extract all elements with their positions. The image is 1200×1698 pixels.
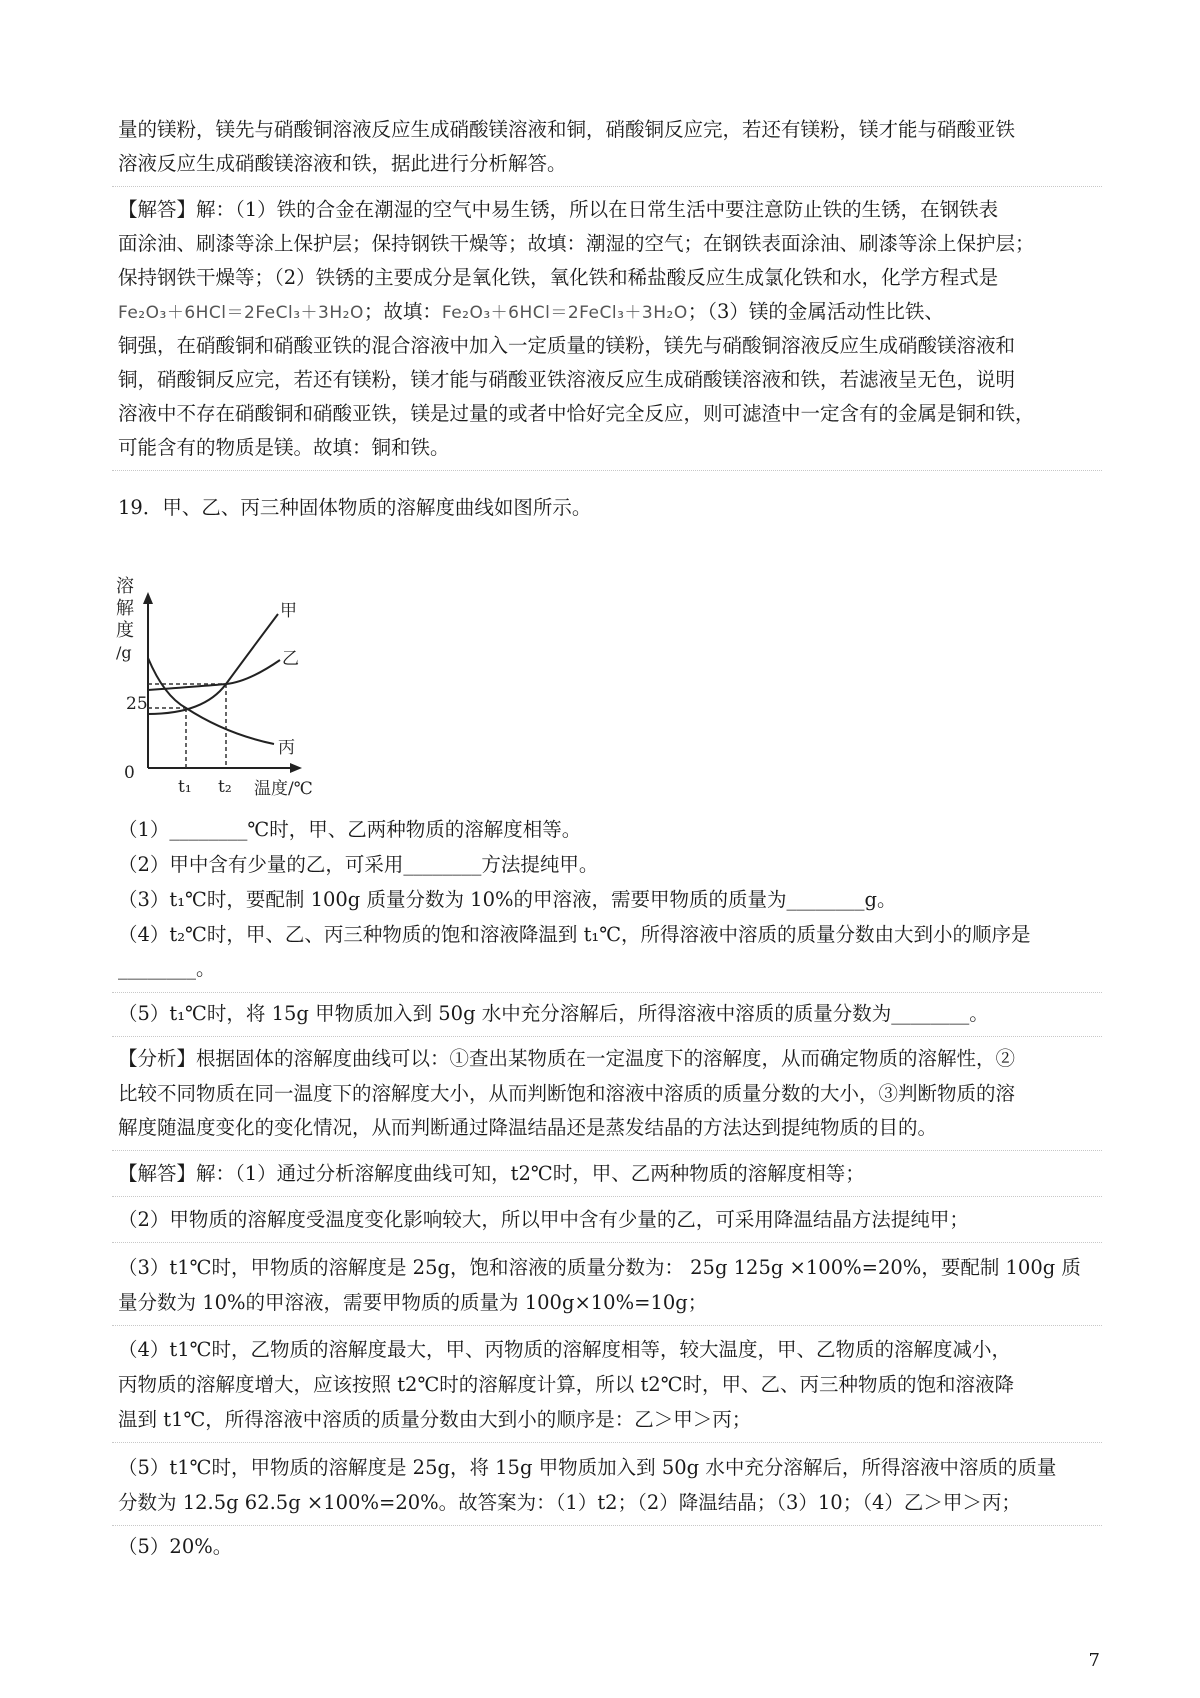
chart-ylabel-2: 解 [116,598,134,619]
text-line: （2）甲中含有少量的乙，可采用________方法提纯甲。 [118,853,599,876]
page-number: 7 [1088,1650,1100,1671]
curve-jia [148,614,278,714]
text-line: （5）t1℃时，甲物质的溶解度是 25g，将 15g 甲物质加入到 50g 水中充分溶解后，所得溶液中溶质的质量 [118,1456,1057,1479]
formula-separator: ；故填： [363,300,442,323]
formula-line [118,298,1103,327]
text-line: 【分析】根据固体的溶解度曲线可以：①查出某物质在一定温度下的溶解度，从而确定物质的溶解性，② [118,1047,1016,1070]
text-line: 保持钢铁干燥等；（2）铁锈的主要成分是氧化铁，氧化铁和稀盐酸反应生成氯化铁和水，化学方程式是 [118,266,999,289]
text-line: 【解答】解：（1）铁的合金在潮湿的空气中易生锈，所以在日常生活中要注意防止铁的生锈，在钢铁表 [118,198,999,221]
divider [112,1442,1102,1443]
chemical-equation: Fe₂O₃＋6HCl＝2FeCl₃＋3H₂O [441,303,688,323]
divider [112,186,1102,187]
text-line: （3）t₁℃时，要配制 100g 质量分数为 10%的甲溶液，需要甲物质的质量为________g。 [118,888,897,911]
text-line: 溶液中不存在硝酸铜和硝酸亚铁，镁是过量的或者中恰好完全反应，则可滤渣中一定含有的金属是铜和铁， [118,402,1035,425]
text-line: （5）20%。 [118,1535,233,1558]
text-line: 温到 t1℃，所得溶液中溶质的质量分数由大到小的顺序是：乙＞甲＞丙； [118,1408,752,1431]
divider [112,1242,1102,1243]
divider [112,1525,1102,1526]
chart-ylabel-3: 度 [116,620,134,641]
divider [112,1196,1102,1197]
text-line: 丙物质的溶解度增大，应该按照 t2℃时的溶解度计算，所以 t2℃时，甲、乙、丙三种物质的饱和溶液降 [118,1373,1015,1396]
divider [112,1036,1102,1037]
chart-xlabel: 温度/℃ [254,779,313,799]
text-line: 量分数为 10%的甲溶液，需要甲物质的质量为 100g×10%=10g； [118,1291,708,1314]
curve-bing [148,658,274,744]
chemical-equation: Fe₂O₃＋6HCl＝2FeCl₃＋3H₂O [118,303,364,323]
question-title: 19．甲、乙、丙三种固体物质的溶解度曲线如图所示。 [118,496,592,519]
formula-separator: ；（3）镁的金属活动性比铁、 [687,300,944,323]
text-line: 【解答】解：（1）通过分析溶解度曲线可知，t2℃时，甲、乙两种物质的溶解度相等； [118,1162,865,1185]
text-line: 面涂油、刷漆等涂上保护层；保持钢铁干燥等；故填：潮湿的空气；在钢铁表面涂油、刷漆等涂上保护层； [118,232,1035,255]
text-line: 比较不同物质在同一温度下的溶解度大小，从而判断饱和溶液中溶质的质量分数的大小，③判断物质的溶 [118,1082,1016,1105]
xtick-t2: t₂ [218,777,232,797]
text-line: （3）t1℃时，甲物质的溶解度是 25g，饱和溶液的质量分数为： 25g 125g ×100%=20%，要配制 100g 质 [118,1256,1081,1279]
divider [112,1150,1102,1151]
text-line: 铜，硝酸铜反应完，若还有镁粉，镁才能与硝酸亚铁溶液反应生成硝酸镁溶液和铁，若滤液呈无色，说明 [118,368,1016,391]
text-line: （2）甲物质的溶解度受温度变化影响较大，所以甲中含有少量的乙，可采用降温结晶方法提纯甲； [118,1208,969,1231]
x-axis-arrow [290,763,302,773]
origin-label: 0 [124,763,135,783]
text-line: 可能含有的物质是镁。故填：铜和铁。 [118,436,450,459]
solubility-chart [114,568,374,808]
text-line: ________。 [118,957,216,980]
text-line: （5）t₁℃时，将 15g 甲物质加入到 50g 水中充分溶解后，所得溶液中溶质的质量分数为________。 [118,1002,989,1025]
xtick-t1: t₁ [178,777,192,797]
text-line: （4）t1℃时，乙物质的溶解度最大，甲、丙物质的溶解度相等，较大温度，甲、乙物质的溶解度减小， [118,1338,1011,1361]
text-line: 量的镁粉，镁先与硝酸铜溶液反应生成硝酸镁溶液和铜，硝酸铜反应完，若还有镁粉，镁才能与硝酸亚铁 [118,118,1016,141]
legend-jia: 甲 [280,601,297,621]
legend-bing: 丙 [278,738,295,758]
text-line: 解度随温度变化的变化情况，从而判断通过降温结晶还是蒸发结晶的方法达到提纯物质的目的。 [118,1116,938,1139]
text-line: （4）t₂℃时，甲、乙、丙三种物质的饱和溶液降温到 t₁℃，所得溶液中溶质的质量分数由大到小的顺序是 [118,923,1031,946]
divider [112,1325,1102,1326]
text-line: 分数为 12.5g 62.5g ×100%=20%。故答案为：（1）t2；（2）降温结晶；（3）10；（4）乙＞甲＞丙； [118,1491,1021,1514]
chart-ylabel-4: /g [116,643,132,662]
chart-ylabel-1: 溶 [116,576,134,597]
text-line: 溶液反应生成硝酸镁溶液和铁，据此进行分析解答。 [118,152,567,175]
divider [112,992,1102,993]
y-axis-arrow [143,592,153,604]
divider [112,470,1102,471]
legend-yi: 乙 [282,649,299,669]
text-line: 铜强，在硝酸铜和硝酸亚铁的混合溶液中加入一定质量的镁粉，镁先与硝酸铜溶液反应生成硝酸镁溶液和 [118,334,1016,357]
curve-yi [148,660,280,690]
ytick-25: 25 [126,694,148,714]
text-line: （1）________℃时，甲、乙两种物质的溶解度相等。 [118,818,582,841]
